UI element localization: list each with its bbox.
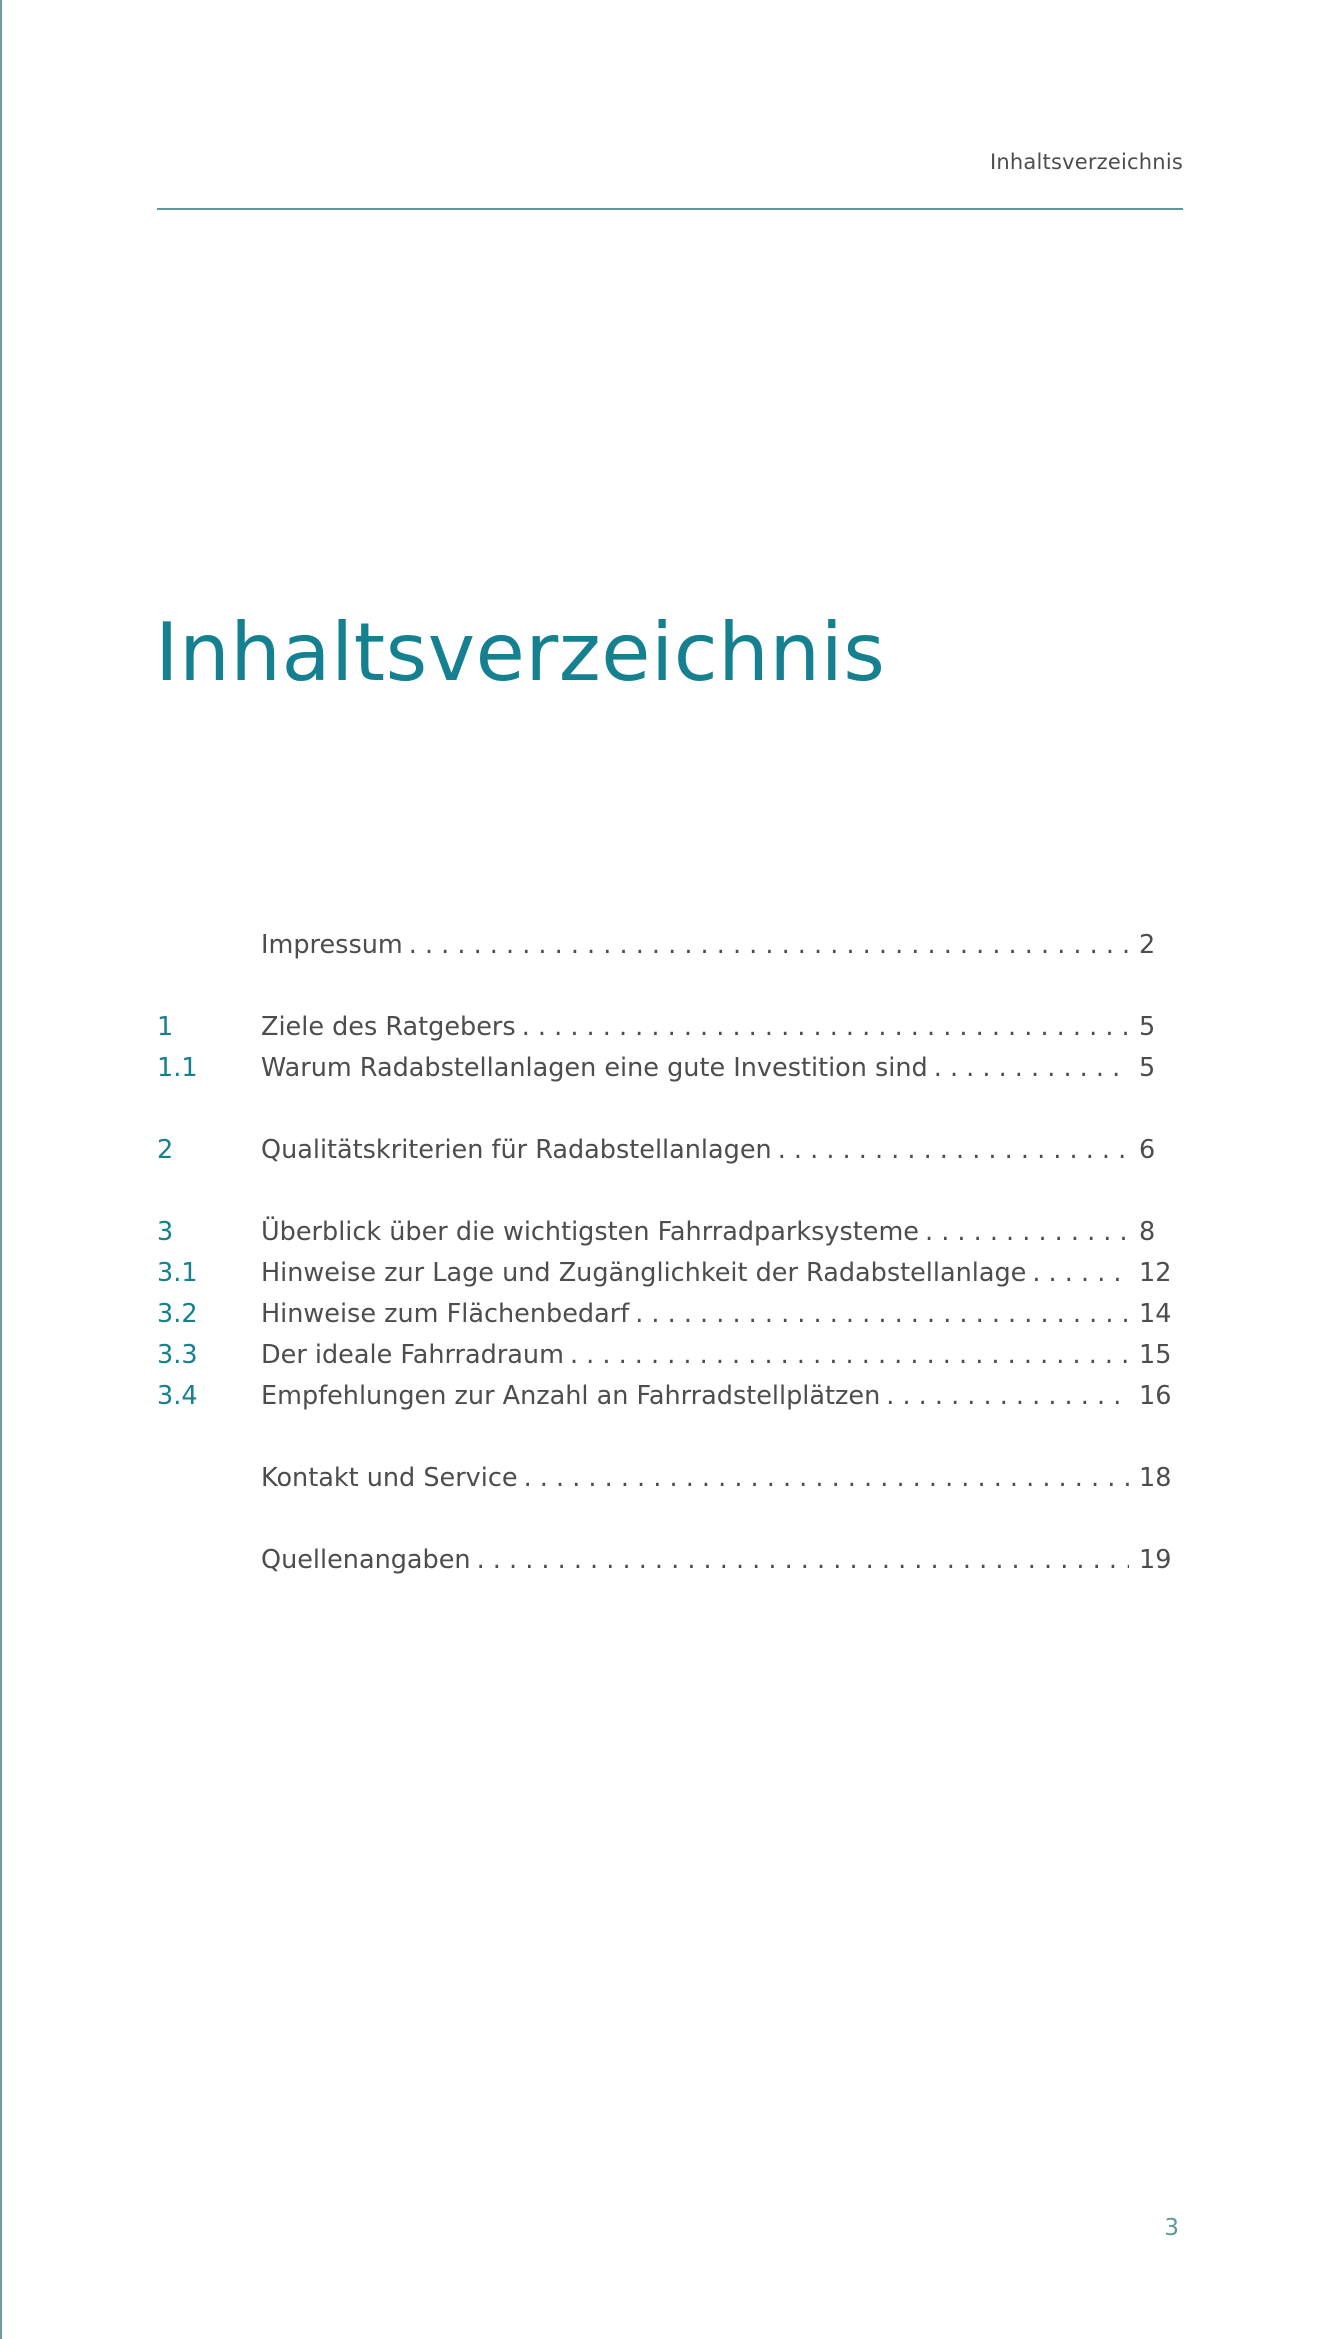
toc-entry-page: 12 <box>1139 1258 1172 1288</box>
toc-entry-label: Ziele des Ratgebers <box>261 1012 516 1042</box>
toc-entry-number: 3.4 <box>157 1381 198 1411</box>
toc-leader-dots <box>477 1540 1129 1581</box>
toc-entry-number: 1.1 <box>157 1053 198 1083</box>
toc-entry-page: 14 <box>1139 1299 1172 1329</box>
toc-entry-page: 6 <box>1139 1135 1156 1165</box>
toc-entry-label: Impressum <box>261 930 403 960</box>
header-rule <box>157 208 1183 210</box>
toc-entry-3-4[interactable] <box>157 1376 1177 1417</box>
toc-entry-3-3[interactable] <box>157 1335 1177 1376</box>
toc-leader-dots <box>934 1048 1129 1089</box>
toc-entry-page: 19 <box>1139 1545 1172 1575</box>
toc-entry-number: 3.1 <box>157 1258 198 1288</box>
toc-entry-label: Hinweise zur Lage und Zugänglichkeit der Radabstellanlage <box>261 1258 1027 1288</box>
toc-entry-label: Qualitätskriterien für Radabstellanlagen <box>261 1135 772 1165</box>
toc-entry-page: 8 <box>1139 1217 1156 1247</box>
toc-entry-label: Warum Radabstellanlagen eine gute Investition sind <box>261 1053 928 1083</box>
toc-leader-dots <box>778 1130 1129 1171</box>
toc-leader-dots <box>570 1335 1129 1376</box>
toc-entry-3[interactable] <box>157 1212 1177 1253</box>
toc-entry-page: 18 <box>1139 1463 1172 1493</box>
toc-entry-page: 5 <box>1139 1053 1156 1083</box>
table-of-contents <box>157 925 1177 1581</box>
toc-leader-dots <box>524 1458 1129 1499</box>
left-edge-rule <box>0 0 2 2339</box>
toc-entry-2[interactable] <box>157 1130 1177 1171</box>
toc-entry-1-1[interactable] <box>157 1048 1177 1089</box>
toc-entry-label: Empfehlungen zur Anzahl an Fahrradstellplätzen <box>261 1381 881 1411</box>
toc-entry-page: 16 <box>1139 1381 1172 1411</box>
toc-leader-dots <box>925 1212 1129 1253</box>
page-number: 3 <box>1164 2215 1179 2241</box>
toc-entry-label: Hinweise zum Flächenbedarf <box>261 1299 630 1329</box>
running-header: Inhaltsverzeichnis <box>990 150 1183 174</box>
toc-entry-page: 5 <box>1139 1012 1156 1042</box>
toc-entry-label: Der ideale Fahrradraum <box>261 1340 564 1370</box>
toc-entry-quellen[interactable] <box>157 1540 1177 1581</box>
toc-leader-dots <box>886 1376 1129 1417</box>
toc-entry-number: 3.3 <box>157 1340 198 1370</box>
toc-leader-dots <box>522 1007 1129 1048</box>
toc-leader-dots <box>1032 1253 1129 1294</box>
toc-entry-page: 2 <box>1139 930 1156 960</box>
toc-leader-dots <box>635 1294 1129 1335</box>
toc-entry-1[interactable] <box>157 1007 1177 1048</box>
toc-entry-page: 15 <box>1139 1340 1172 1370</box>
toc-entry-3-2[interactable] <box>157 1294 1177 1335</box>
toc-entry-number: 3.2 <box>157 1299 198 1329</box>
toc-entry-number: 1 <box>157 1012 174 1042</box>
toc-entry-impressum[interactable] <box>157 925 1177 966</box>
page-title: Inhaltsverzeichnis <box>155 606 886 699</box>
toc-entry-label: Kontakt und Service <box>261 1463 518 1493</box>
toc-entry-number: 3 <box>157 1217 174 1247</box>
toc-entry-label: Quellenangaben <box>261 1545 471 1575</box>
toc-entry-kontakt[interactable] <box>157 1458 1177 1499</box>
toc-entry-number: 2 <box>157 1135 174 1165</box>
toc-entry-label: Überblick über die wichtigsten Fahrradparksysteme <box>261 1217 919 1247</box>
toc-leader-dots <box>409 925 1129 966</box>
toc-entry-3-1[interactable] <box>157 1253 1177 1294</box>
